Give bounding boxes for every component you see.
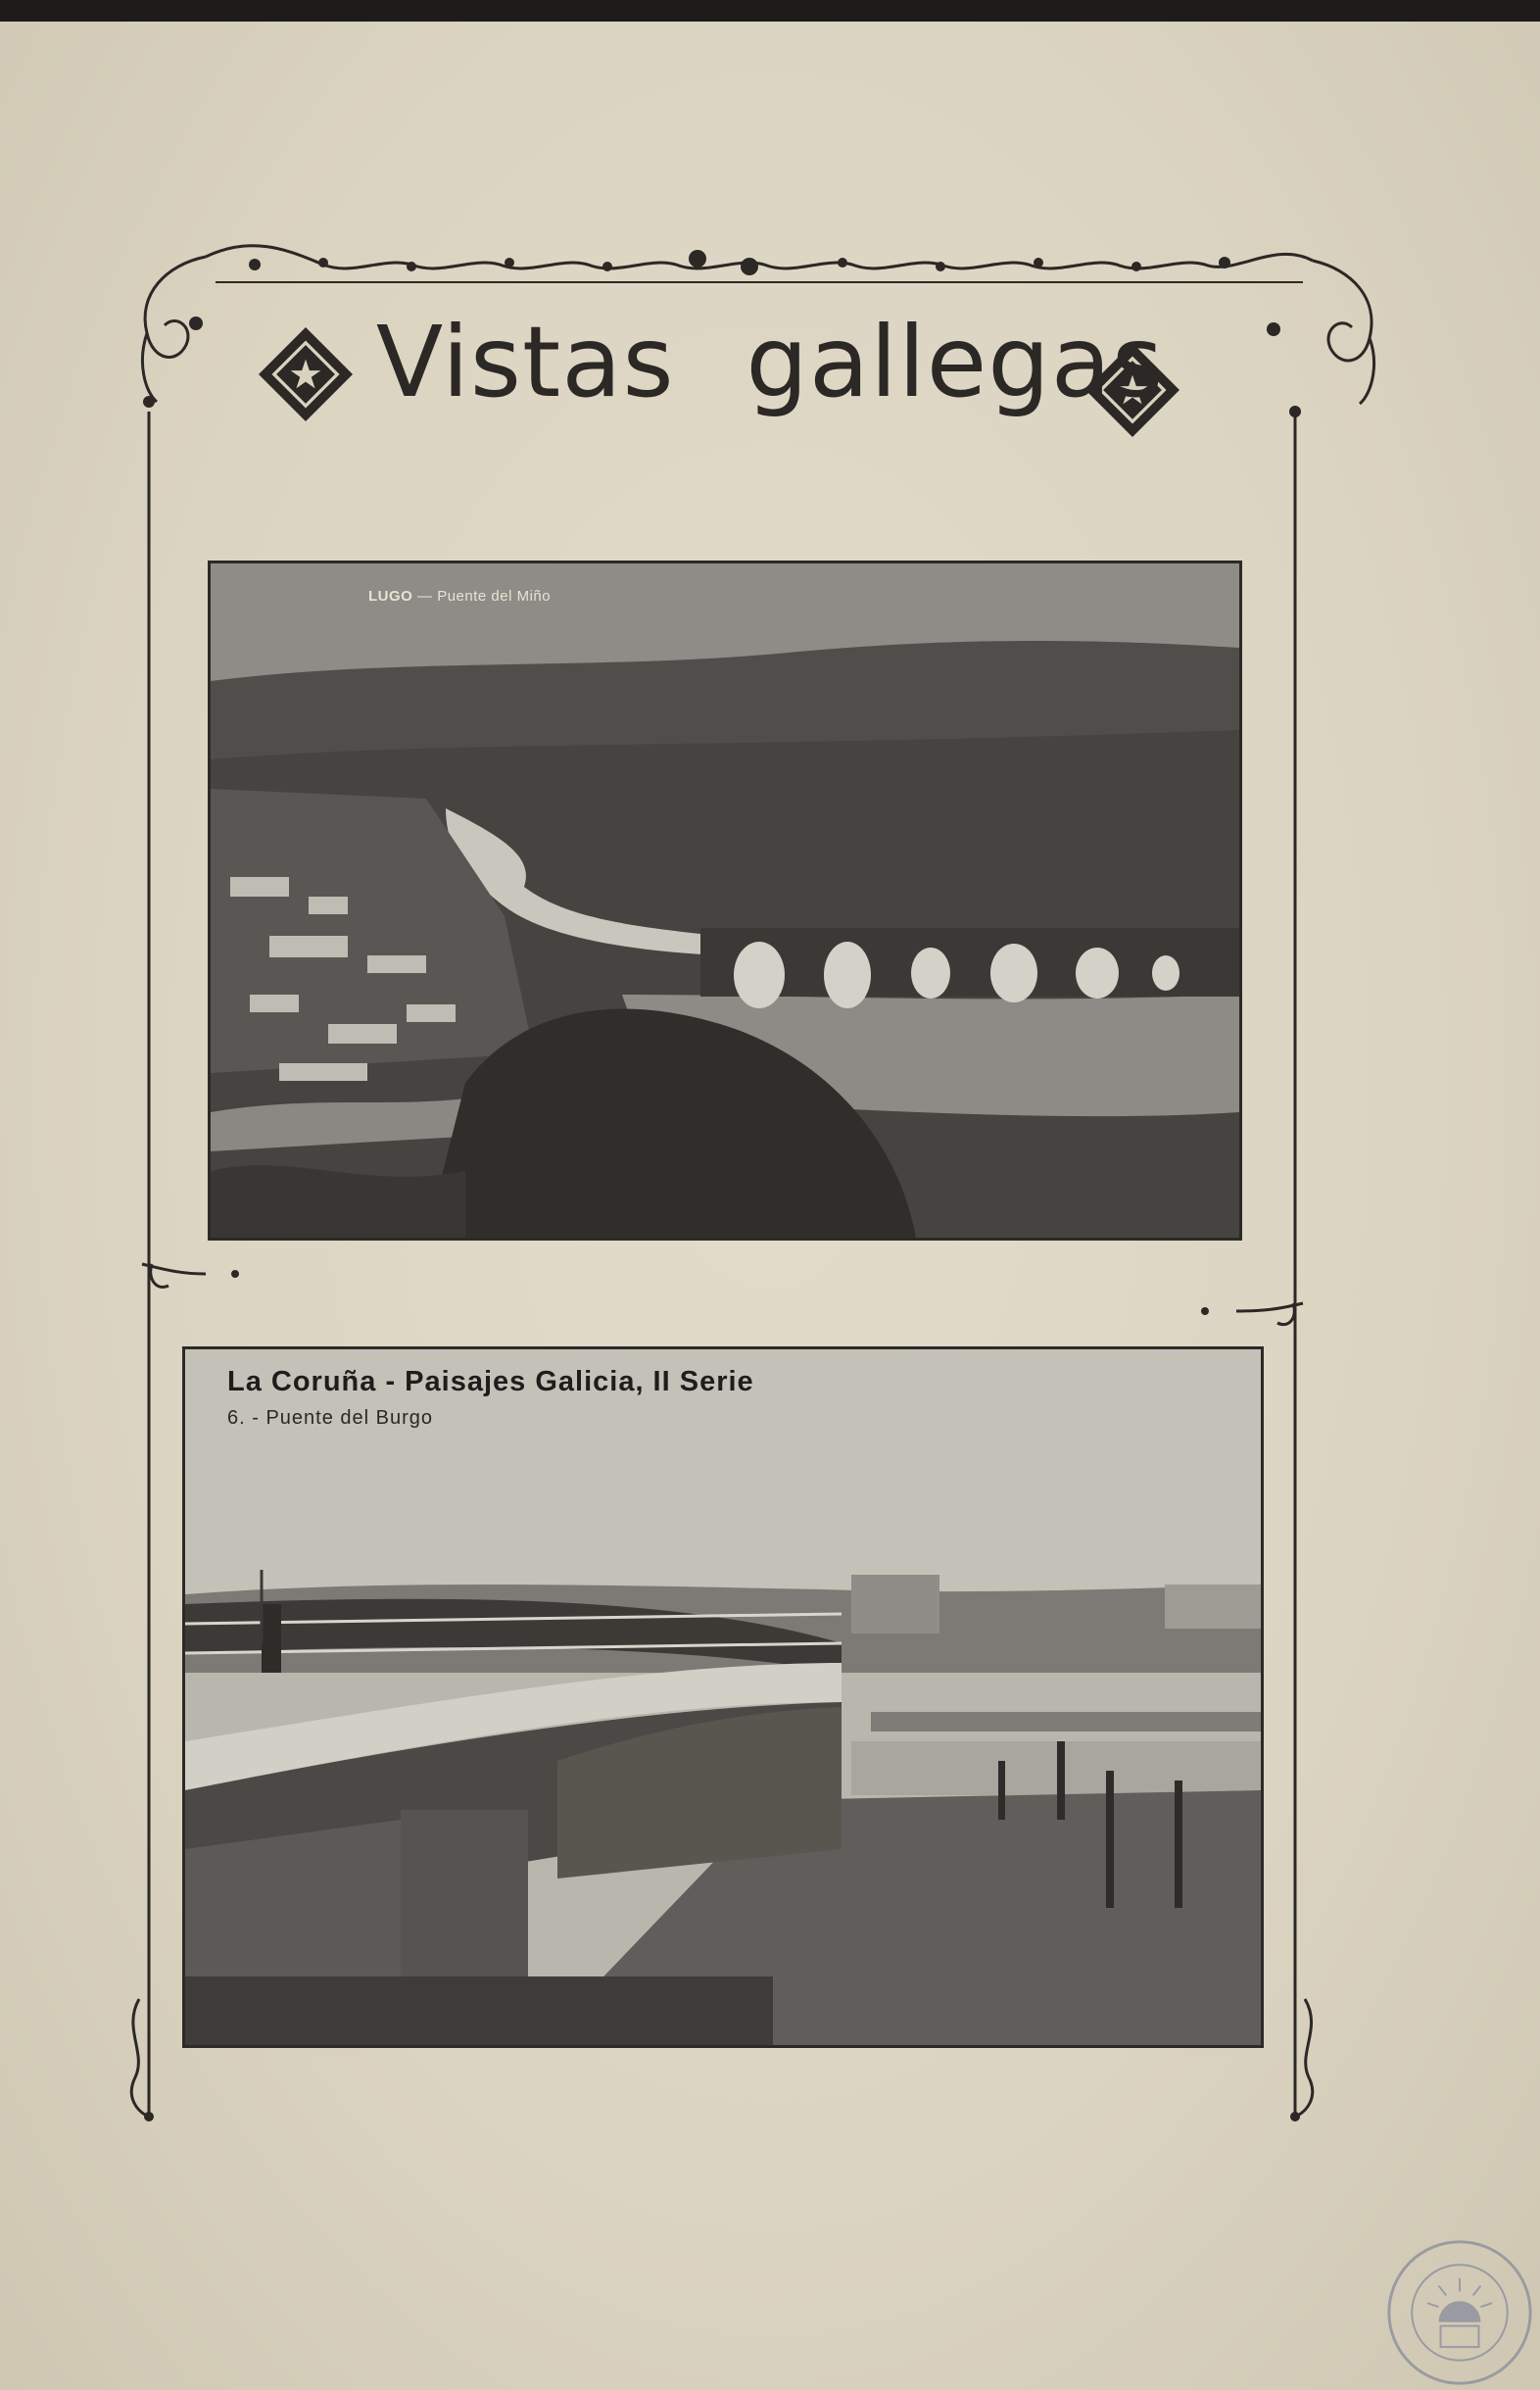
photo-burgo-bridge bbox=[182, 1346, 1264, 2048]
burgo-bridge-image bbox=[185, 1349, 1261, 2045]
coruna-caption-subheading: 6. - Puente del Burgo bbox=[227, 1407, 434, 1429]
lugo-subject-label: Puente del Miño bbox=[437, 588, 552, 605]
coruna-caption-heading: La Coruña - Paisajes Galicia, II Serie bbox=[227, 1366, 754, 1397]
lugo-city-label: LUGO bbox=[368, 588, 413, 605]
page-title: Vistas gallegas bbox=[375, 305, 1165, 419]
real-academia-galega-stamp bbox=[1383, 2236, 1536, 2389]
lugo-landscape-image bbox=[211, 563, 1239, 1238]
lugo-caption bbox=[368, 588, 551, 605]
lugo-caption-separator: — bbox=[412, 588, 438, 605]
photo-lugo-bridge bbox=[208, 561, 1242, 1241]
